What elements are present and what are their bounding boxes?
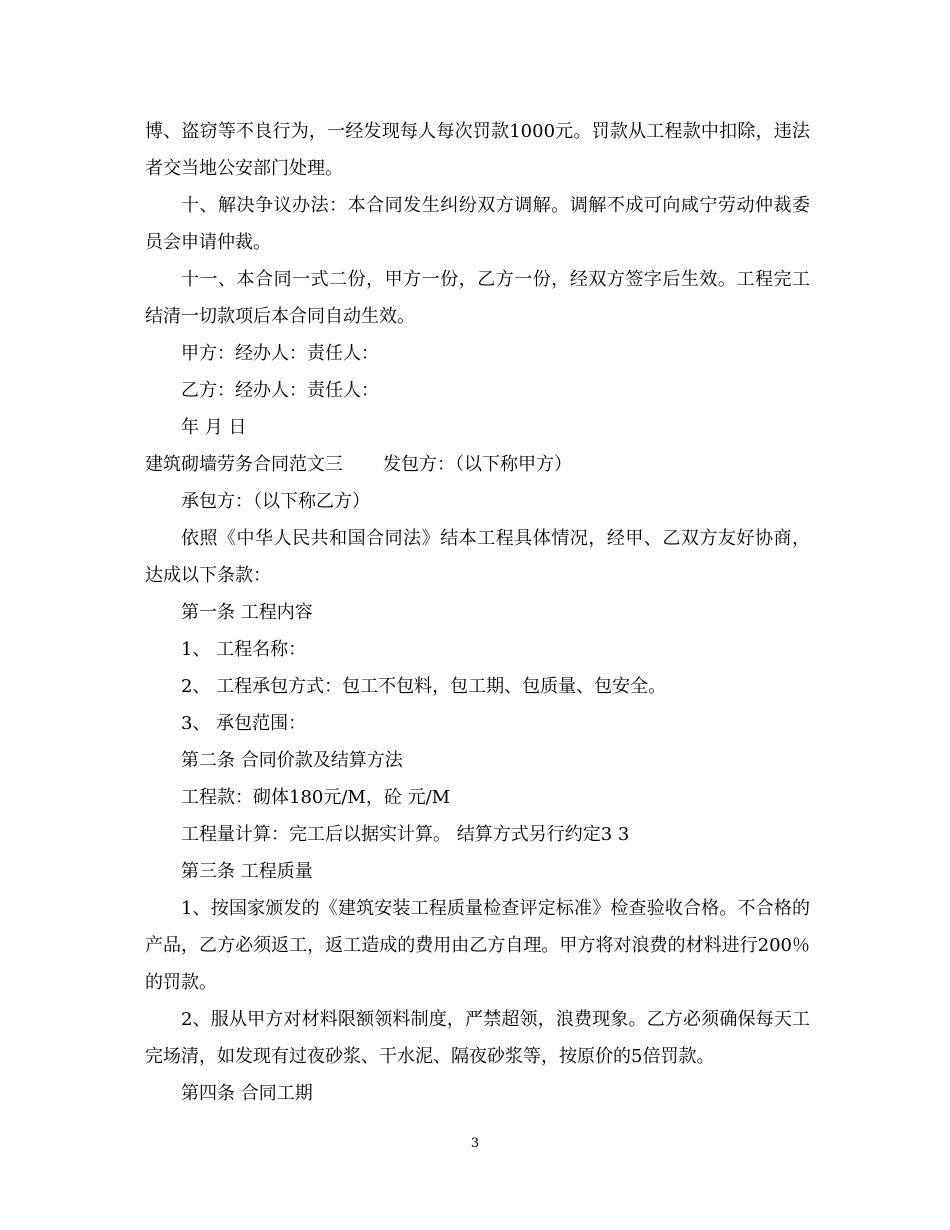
- item-scope: 3、 承包范围：: [181, 713, 307, 734]
- paragraph-copies-effective: 十一、本合同一式二份，甲方一份，乙方一份，经双方签字后生效。工程完工结清一切款项后本合同自动生效。: [145, 269, 810, 327]
- paragraph-dispute-resolution: 十、解决争议办法：本合同发生纠纷双方调解。调解不成可向咸宁劳动仲裁委员会申请仲裁。: [145, 195, 810, 253]
- paragraph-gambling-theft-penalty: 博、盗窃等不良行为，一经发现每人每次罚款1000元。罚款从工程款中扣除，违法者交当地公安部门处理。: [145, 121, 810, 179]
- paragraph-subcontractor: 承包方：（以下称乙方）: [181, 491, 370, 512]
- page-number: 3: [470, 1136, 480, 1151]
- article-1-heading: 第一条 工程内容: [181, 602, 313, 623]
- article-4-heading: 第四条 合同工期: [181, 1083, 313, 1104]
- article-3-heading: 第三条 工程质量: [181, 861, 313, 882]
- document-body: [145, 113, 810, 1112]
- date-line: 年 月 日: [181, 417, 247, 438]
- signature-line-party-a: 甲方：经办人：责任人：: [181, 343, 379, 364]
- paragraph-basis: 依照《中华人民共和国合同法》结本工程具体情况，经甲、乙双方友好协商，达成以下条款：: [145, 528, 810, 586]
- contractor-label: 发包方：（以下称甲方）: [383, 454, 572, 475]
- paragraph-project-price: 工程款：砌体180元/M，砼 元/M: [181, 787, 451, 808]
- article-2-heading: 第二条 合同价款及结算方法: [181, 750, 403, 771]
- section-title: 建筑砌墙劳务合同范文三: [145, 454, 343, 475]
- paragraph-quality-standard: 1、按国家颁发的《建筑安装工程质量检查评定标准》检查验收合格。不合格的产品，乙方必须返工，返工造成的费用由乙方自理。甲方将对浪费的材料进行200％的罚款。: [145, 898, 810, 993]
- section-heading-line: [145, 446, 810, 483]
- paragraph-material-control: 2、服从甲方对材料限额领料制度，严禁超领，浪费现象。乙方必须确保每天工完场清，如发现有过夜砂浆、干水泥、隔夜砂浆等，按原价的5倍罚款。: [145, 1009, 810, 1067]
- item-project-name: 1、 工程名称：: [181, 639, 307, 660]
- paragraph-quantity-calc: 工程量计算：完工后以据实计算。 结算方式另行约定3 3: [181, 824, 630, 845]
- item-contract-mode: 2、 工程承包方式：包工不包料，包工期、包质量、包安全。: [181, 676, 667, 697]
- signature-line-party-b: 乙方：经办人：责任人：: [181, 380, 379, 401]
